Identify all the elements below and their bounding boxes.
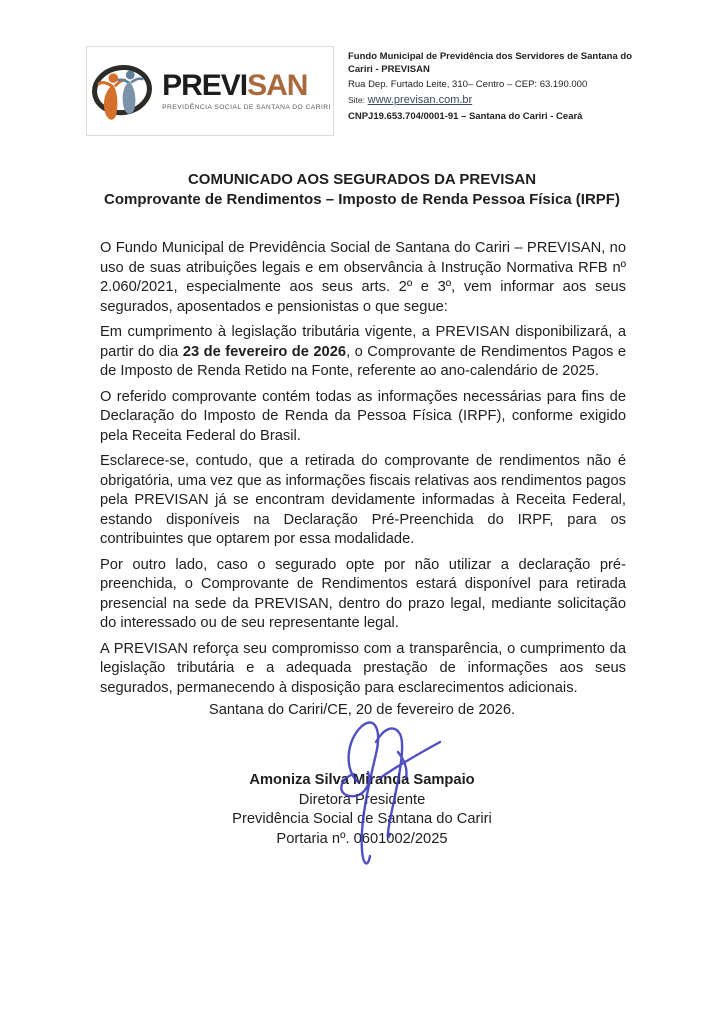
paragraph-6: A PREVISAN reforça seu compromisso com a transparência, o cumprimento da legislação tributária e a adequada prestação de informações aos seus segurados, permanecendo à disposição para esclarecimentos adicionais.	[100, 640, 626, 696]
logo-text	[162, 71, 331, 111]
org-site-line	[348, 93, 640, 108]
org-address: Rua Dep. Furtado Leite, 310– Centro – CEP: 63.190.000	[348, 78, 588, 90]
document-body	[100, 239, 626, 704]
site-label: Site:	[348, 94, 366, 105]
signatory-name: Amoniza Silva Miranda Sampaio	[249, 772, 475, 788]
paragraph-4: Esclarece-se, contudo, que a retirada do comprovante de rendimentos não é obrigatória, uma vez que as informações fiscais relativas aos rendimentos pagos pela PREVISAN já se encontram devidamente informadas à Receita Federal, estando disponíveis na Declaração Pré-Preenchida do IRPF, para os contribuintes que optarem por essa modalidade.	[100, 453, 626, 547]
document-title	[0, 170, 724, 210]
brand-wordmark	[162, 71, 331, 101]
signatory-org: Previdência Social de Santana do Cariri	[232, 811, 492, 827]
org-cnpj: CNPJ19.653.704/0001-91 – Santana do Cariri - Ceará	[348, 111, 583, 123]
paragraph-5: Por outro lado, caso o segurado opte por não utilizar a declaração pré-preenchida, o Comprovante de Rendimentos estará disponível para retirada presencial na sede da PREVISAN, dentro do prazo legal, mediante solicitação do interessado ou de seu representante legal.	[100, 556, 626, 631]
paragraph-2-date-bold: 23 de fevereiro de 2026	[182, 343, 347, 360]
signature-block	[0, 771, 724, 849]
paragraph-2	[100, 323, 626, 382]
org-name: Fundo Municipal de Previdência dos Servidores de Santana do Cariri - PREVISAN	[348, 51, 633, 76]
previsan-logo	[86, 46, 334, 136]
brand-previ: PREVI	[162, 69, 248, 102]
paragraph-3: O referido comprovante contém todas as informações necessárias para fins de Declaração do Imposto de Renda da Pessoa Física (IRPF), conforme exigido pela Receita Federal do Brasil.	[100, 388, 626, 444]
brand-tagline: PREVIDÊNCIA SOCIAL DE SANTANA DO CARIRI	[162, 104, 331, 111]
paragraph-2-pre: Em cumprimento à legislação tributária vigente, a PREVISAN disponibilizará, a partir do dia	[100, 324, 626, 360]
paragraph-2-post: , o Comprovante de Rendimentos Pagos e de Imposto de Renda Retido na Fonte, referente ao ano-calendário de 2025.	[100, 343, 626, 379]
previsan-emblem-icon	[89, 60, 155, 122]
signatory-portaria: Portaria nº. 0601002/2025	[276, 830, 448, 847]
title-line-1: COMUNICADO AOS SEGURADOS DA PREVISAN	[187, 171, 537, 188]
title-line-2: Comprovante de Rendimentos – Imposto de Renda Pessoa Física (IRPF)	[104, 191, 620, 208]
paragraph-1: O Fundo Municipal de Previdência Social de Santana do Cariri – PREVISAN, no uso de suas atribuições legais e em observância à Instrução Normativa RFB nº 2.060/2021, especialmente aos seus arts. 2º e 3º, vem informar aos seus segurados, aposentados e pensionistas o que segue:	[100, 240, 626, 315]
org-info	[348, 46, 640, 136]
dateline: Santana do Cariri/CE, 20 de fevereiro de 2026.	[208, 702, 516, 718]
brand-san: SAN	[247, 69, 308, 102]
signatory-role: Diretora Presidente	[298, 791, 426, 808]
letterhead	[86, 46, 640, 136]
site-url-link[interactable]: www.previsan.com.br	[367, 93, 473, 106]
